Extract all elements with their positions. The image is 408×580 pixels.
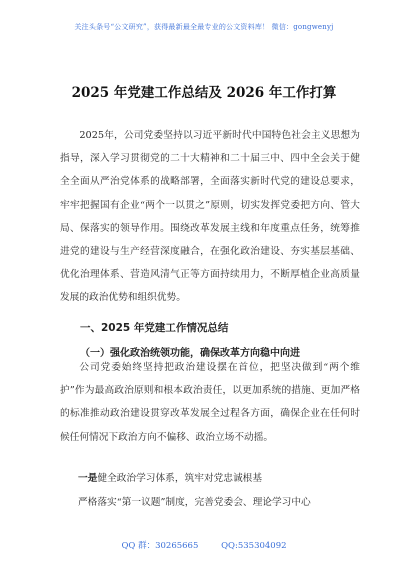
intro-paragraph-block bbox=[60, 124, 360, 310]
intro-paragraph: 2025年，公司党委坚持以习近平新时代中国特色社会主义思想为指导，深入学习贯彻党的二十大精神和二十届三中、四中全会关于健全全面从严治党体系的战略部署，全面落实新时代党的建设总要求，牢牢把握国有企业“两个一以贯之”原则，切实发挥党委把方向、管大局、保落实的领导作用。围绕改革发展主线和年度重点任务，统筹推进党的建设与生产经营深度融合，在强化政治建设、夯实基层基础、优化治理体系、营造风清气正等方面持续用力，不断厚植企业高质量发展的政治优势和组织优势。 bbox=[60, 130, 360, 304]
item-body-paragraph: 严格落实“第一议题”制度，完善党委会、理论学习中心 bbox=[78, 497, 311, 508]
footer-contact bbox=[0, 539, 408, 551]
document-title: 2025 年党建工作总结及 2026 年工作打算 bbox=[71, 85, 337, 101]
footer-qq-group: QQ 群：30265665 bbox=[121, 541, 199, 551]
item-prefix: 一是 bbox=[78, 473, 98, 484]
subsection-paragraph-block bbox=[60, 356, 360, 449]
item-heading bbox=[78, 470, 262, 484]
subsection-paragraph: 公司党委始终坚持把政治建设摆在首位，把坚决做到“两个维护”作为最高政治原则和根本政治责任，以更加系统的措施、更加严格的标准推动政治建设贯穿改革发展全过程各方面，确保企业在任何时候任何情况下政治方向不偏移、政治立场不动摇。 bbox=[60, 362, 360, 443]
promo-banner: 关注头条号“公文研究”，获得最新最全最专业的公文资料库！ 微信：gongwenyj bbox=[74, 23, 334, 31]
section-heading: 一、2025 年党建工作情况总结 bbox=[80, 322, 229, 334]
subsection-heading: （一）强化政治统领功能，确保改革方向稳中向进 bbox=[80, 348, 300, 359]
item-heading-text: 健全政治学习体系，筑牢对党忠诚根基 bbox=[97, 473, 263, 484]
footer-qq: QQ:535304092 bbox=[221, 541, 287, 551]
